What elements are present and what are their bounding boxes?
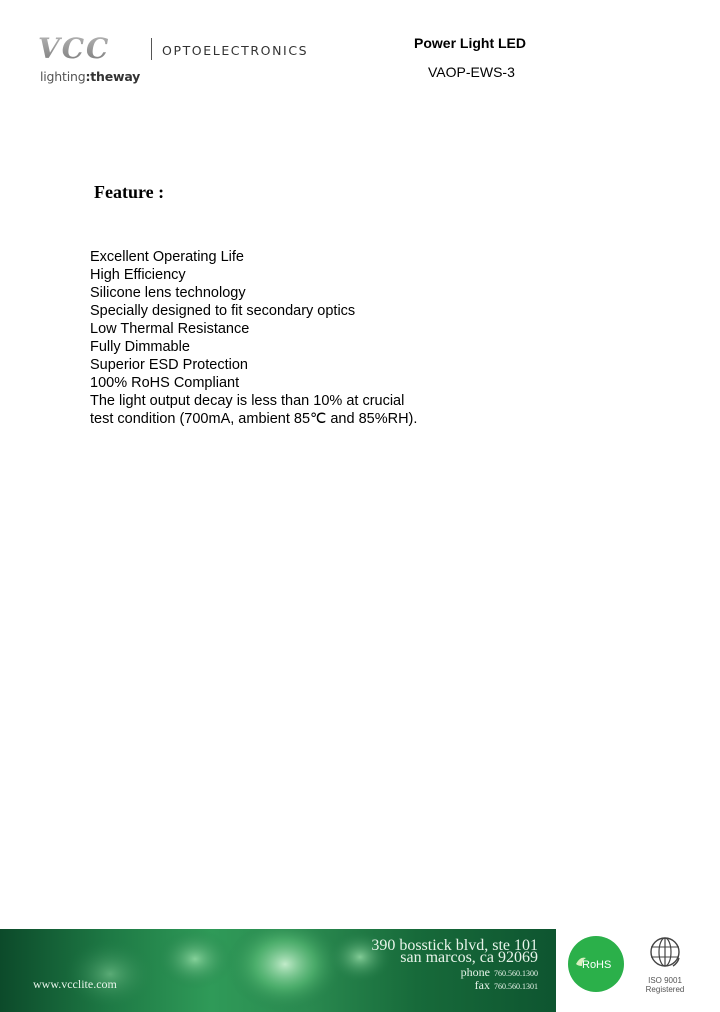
tagline-prefix: lighting [40, 69, 86, 84]
phone-number: 760.560.1300 [494, 969, 538, 978]
feature-item: The light output decay is less than 10% at crucial [90, 393, 405, 409]
fax-line [475, 976, 538, 994]
feature-item: Superior ESD Protection [90, 357, 248, 373]
address-line1: 390 bosstick blvd, ste 101 [371, 937, 538, 954]
feature-item: High Efficiency [90, 267, 186, 283]
rohs-badge [567, 935, 625, 993]
fax-number: 760.560.1301 [494, 982, 538, 991]
vcc-logo-mark [38, 34, 142, 62]
feature-item: Fully Dimmable [90, 339, 190, 355]
vcc-logo [38, 34, 338, 90]
iso-badge [640, 932, 690, 1002]
iso-line2: Registered [645, 985, 685, 994]
tagline [40, 69, 140, 84]
footer-banner [0, 929, 556, 1012]
feature-item: Specially designed to fit secondary optics [90, 303, 356, 319]
iso-text [640, 976, 690, 994]
globe-icon [640, 932, 690, 976]
feature-item: Excellent Operating Life [90, 249, 244, 265]
rohs-label: RoHS [582, 959, 612, 971]
feature-item: Low Thermal Resistance [90, 321, 250, 337]
address-line2: san marcos, ca 92069 [400, 949, 538, 966]
logo-divider [151, 38, 152, 60]
feature-list [90, 248, 417, 428]
iso-line1: ISO 9001 [648, 976, 682, 985]
tagline-suffix: :theway [85, 69, 141, 84]
feature-item: 100% RoHS Compliant [90, 375, 240, 391]
product-code: VAOP-EWS-3 [428, 64, 515, 80]
website-link[interactable]: www.vcclite.com [33, 977, 117, 991]
svg-text:VCC: VCC [38, 34, 111, 62]
fax-label: fax [474, 978, 490, 992]
division-name: OPTOELECTRONICS [162, 43, 309, 58]
feature-item: test condition (700mA, ambient 85℃ and 85%RH). [90, 411, 418, 427]
feature-heading: Feature : [94, 182, 165, 202]
feature-item: Silicone lens technology [90, 285, 246, 301]
phone-label: phone [460, 965, 490, 979]
product-title: Power Light LED [414, 35, 526, 51]
